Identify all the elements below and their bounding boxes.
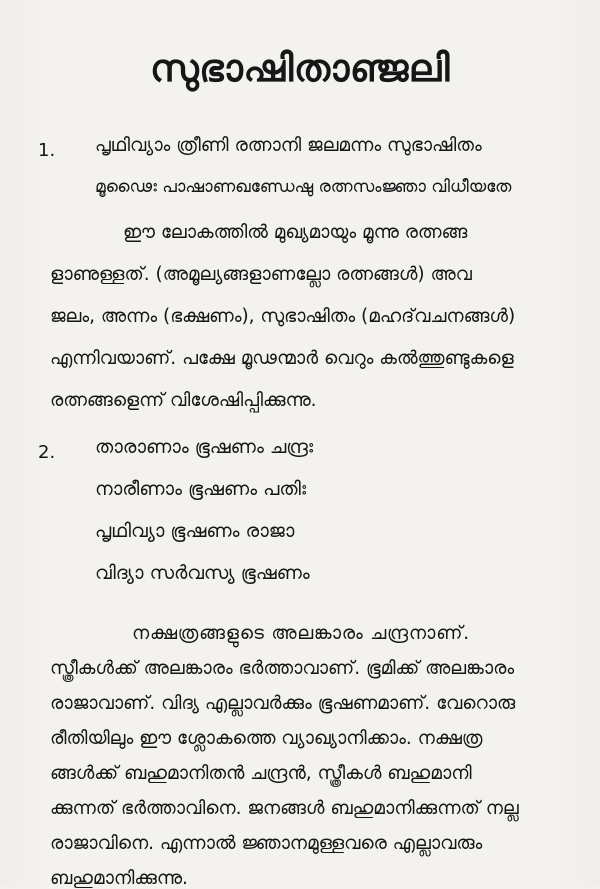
explanation-line: സ്ത്രീകൾക്ക് അലങ്കാരം ഭർത്താവാണ്. ഭൂമിക്ക് അലങ്കാരം: [50, 658, 515, 679]
explanation-line: നക്ഷത്രങ്ങളുടെ അലങ്കാരം ചന്ദ്രനാണ്.: [132, 623, 470, 644]
explanation-line: ജലം, അന്നം (ഭക്ഷണം), സുഭാഷിതം (മഹദ്‌വചനങ്ങൾ): [50, 306, 516, 327]
verse-line: പൃഥിവ്യാം ത്രീണി രത്നാനി ജലമന്നം സുഭാഷിതം: [95, 135, 482, 156]
explanation-line: എന്നിവയാണ്. പക്ഷേ മൂഢന്മാർ വെറും കൽത്തുണ്ടുകളെ: [50, 348, 514, 369]
explanation-line: രാജാവാണ്. വിദ്യ എല്ലാവർക്കും ഭൂഷണമാണ്. വേറൊരു: [50, 693, 516, 714]
page-title: സുഭാഷിതാഞ്ജലി: [149, 46, 451, 90]
explanation-line: രാജാവിനെ. എന്നാൽ ജ്ഞാനമുള്ളവരെ എല്ലാവരും: [50, 833, 483, 854]
explanation-line: ക്കുന്നത് ഭർത്താവിനെ. ജനങ്ങൾ ബഹുമാനിക്കുന്നത് നല്ല: [50, 798, 519, 819]
explanation-line: രീതിയിലും ഈ ശ്ലോകത്തെ വ്യാഖ്യാനിക്കാം. നക്ഷത്ര: [50, 728, 483, 749]
verse-line: താരാണാം ഭൂഷണം ചന്ദ്രഃ: [95, 436, 314, 458]
item-number: 2.: [38, 442, 56, 463]
verse-line: നാരീണാം ഭൂഷണം പതിഃ: [95, 478, 307, 500]
explanation-line: ളാണുള്ളത്. (അമൂല്യങ്ങളാണല്ലോ രത്നങ്ങൾ) അവ: [50, 264, 472, 285]
explanation-line: ബഹുമാനിക്കുന്നു.: [50, 868, 188, 889]
item-number: 1.: [38, 140, 56, 161]
explanation-line: ഈ ലോകത്തിൽ മുഖ്യമായും മൂന്നു രത്നങ്ങ: [123, 222, 468, 243]
verse-line: വിദ്യാ സർവസ്യ ഭൂഷണം: [95, 562, 310, 584]
verse-line: മൂഢൈഃ പാഷാണഖണ്ഡേഷു രത്നസംജ്ഞാ വിധീയതേ: [95, 177, 512, 197]
explanation-line: രത്നങ്ങളെന്ന് വിശേഷിപ്പിക്കുന്നു.: [50, 390, 317, 411]
verse-line: പൃഥിവ്യാ ഭൂഷണം രാജാ: [95, 520, 295, 542]
explanation-line: ങ്ങൾക്ക് ബഹുമാനിതൻ ചന്ദ്രൻ, സ്ത്രീകൾ ബഹുമാനി: [50, 763, 472, 784]
